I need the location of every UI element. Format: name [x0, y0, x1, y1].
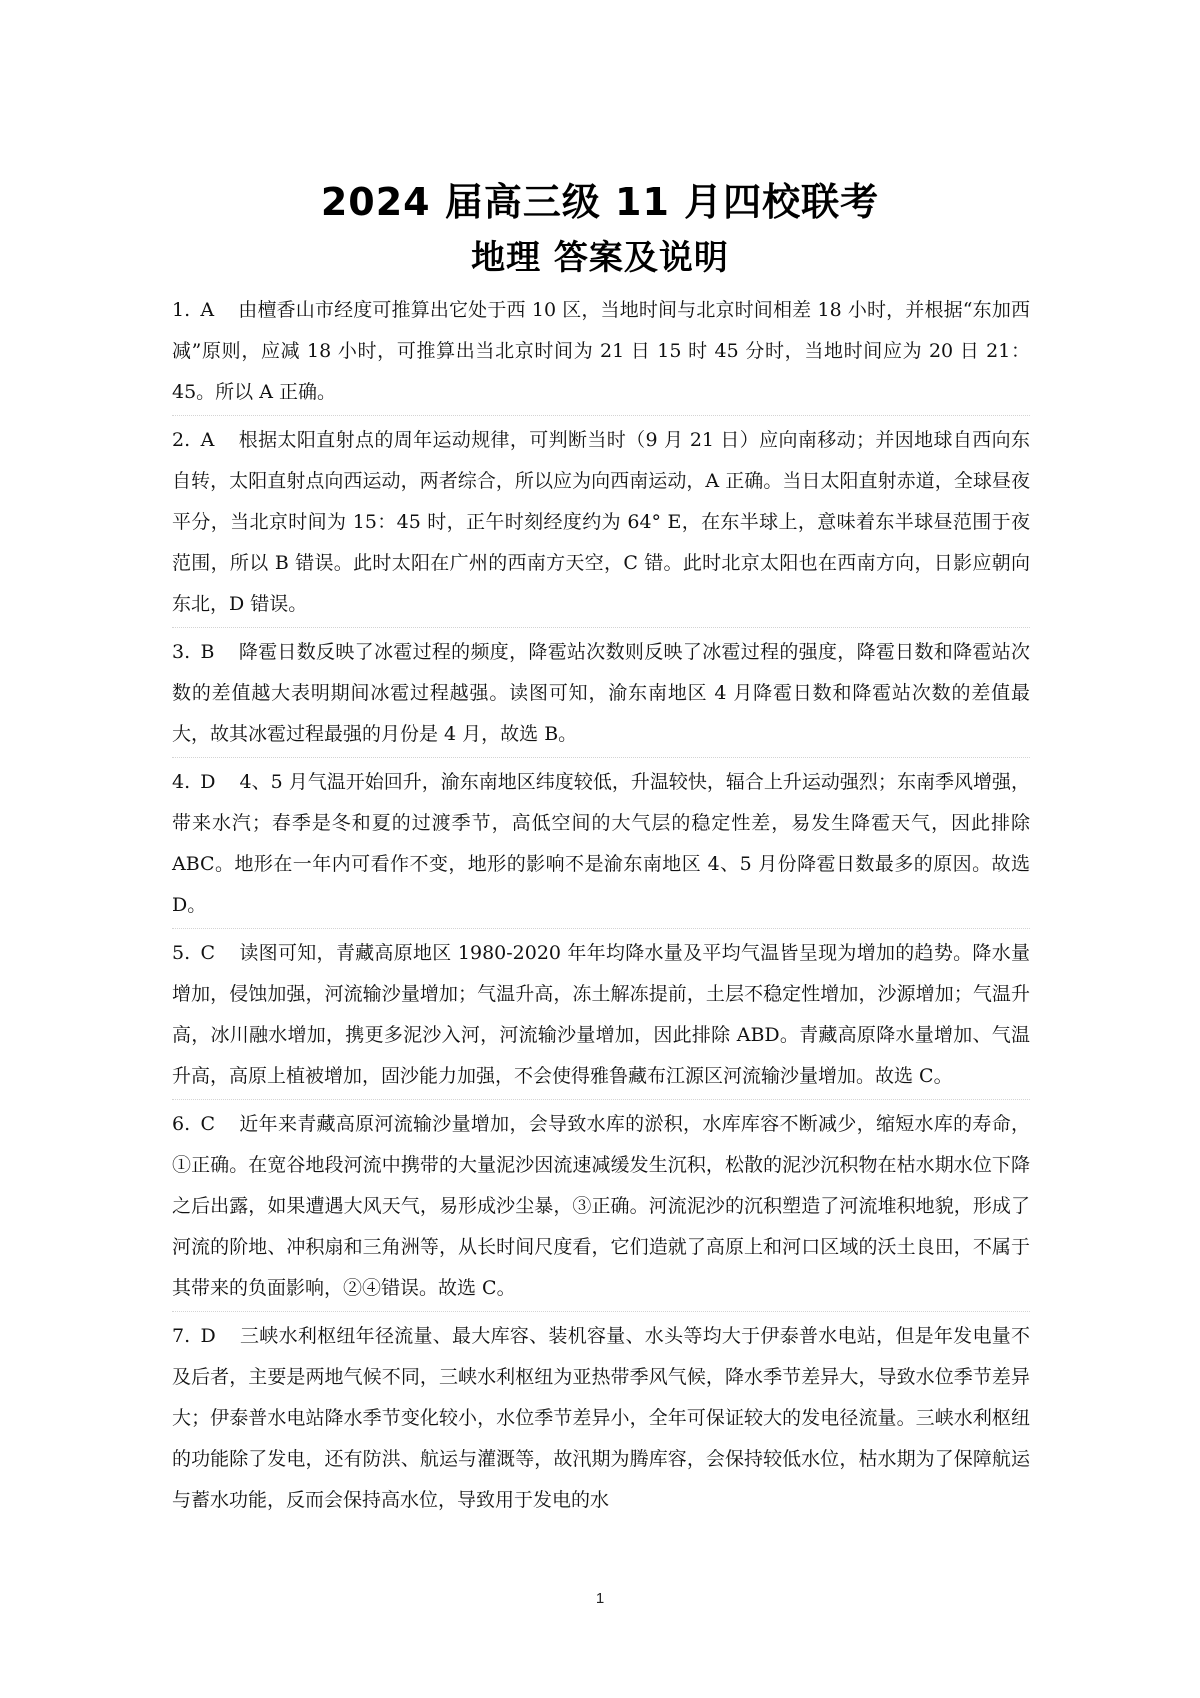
page-number: 1	[595, 1590, 605, 1607]
answer-explanation: 近年来青藏高原河流输沙量增加，会导致水库的淤积，水库库容不断减少，缩短水库的寿命，①正确。在宽谷地段河流中携带的大量泥沙因流速减缓发生沉积，松散的泥沙沉积物在枯水期水位下降之后出露，如果遭遇大风天气，易形成沙尘暴，③正确。河流泥沙的沉积塑造了河流堆积地貌，形成了河流的阶地、冲积扇和三角洲等，从长时间尺度看，它们造就了高原上和河口区域的沃土良田，不属于其带来的负面影响，②④错误。故选 C。	[172, 1113, 1030, 1299]
answer-explanation: 根据太阳直射点的周年运动规律，可判断当时（9 月 21 日）应向南移动；并因地球自西向东自转，太阳直射点向西运动，两者综合，所以应为向西南运动，A 正确。当日太阳直射赤道，全球昼夜平分，当北京时间为 15：45 时，正午时刻经度约为 64° E，在东半球上，意味着东半球昼范围于夜范围，所以 B 错误。此时太阳在广州的西南方天空，C 错。此时北京太阳也在西南方向，日影应朝向东北，D 错误。	[172, 429, 1031, 615]
answer-item-6	[172, 1104, 1030, 1312]
answer-key: C	[200, 1113, 216, 1135]
answer-number: 4.	[172, 771, 191, 793]
answer-key: B	[200, 641, 215, 663]
answer-number: 2.	[172, 429, 191, 451]
answer-key: A	[200, 299, 215, 321]
answer-number: 7.	[172, 1325, 191, 1347]
answer-explanation: 由檀香山市经度可推算出它处于西 10 区，当地时间与北京时间相差 18 小时，并根据“东加西减”原则，应减 18 小时，可推算出当北京时间为 21 日 15 时 45 分时，当地时间应为 20 日 21：45。所以 A 正确。	[172, 299, 1030, 403]
answer-key: C	[200, 942, 216, 964]
answer-list	[172, 290, 1030, 1527]
answer-number: 3.	[172, 641, 191, 663]
answer-item-2	[172, 420, 1030, 628]
answer-key: A	[200, 429, 215, 451]
answer-item-7	[172, 1316, 1030, 1523]
answer-item-3	[172, 632, 1030, 758]
page-title: 2024 届高三级 11 月四校联考	[320, 180, 880, 224]
answer-explanation: 三峡水利枢纽年径流量、最大库容、装机容量、水头等均大于伊泰普水电站，但是年发电量不及后者，主要是两地气候不同，三峡水利枢纽为亚热带季风气候，降水季节差异大，导致水位季节差异大；伊泰普水电站降水季节变化较小，水位季节差异小，全年可保证较大的发电径流量。三峡水利枢纽的功能除了发电，还有防洪、航运与灌溉等，故汛期为腾库容，会保持较低水位，枯水期为了保障航运与蓄水功能，反而会保持高水位，导致用于发电的水	[172, 1325, 1031, 1511]
answer-number: 1.	[172, 299, 191, 321]
answer-key: D	[200, 771, 216, 793]
answer-item-4	[172, 762, 1030, 929]
answer-item-1	[172, 290, 1030, 416]
answer-explanation: 降雹日数反映了冰雹过程的频度，降雹站次数则反映了冰雹过程的强度，降雹日数和降雹站次数的差值越大表明期间冰雹过程越强。读图可知，渝东南地区 4 月降雹日数和降雹站次数的差值最大，故其冰雹过程最强的月份是 4 月，故选 B。	[172, 641, 1031, 745]
answer-number: 6.	[172, 1113, 191, 1135]
answer-number: 5.	[172, 942, 191, 964]
answer-explanation: 读图可知，青藏高原地区 1980-2020 年年均降水量及平均气温皆呈现为增加的趋势。降水量增加，侵蚀加强，河流输沙量增加；气温升高，冻土解冻提前，土层不稳定性增加，沙源增加；气温升高，冰川融水增加，携更多泥沙入河，河流输沙量增加，因此排除 ABD。青藏高原降水量增加、气温升高，高原上植被增加，固沙能力加强，不会使得雅鲁藏布江源区河流输沙量增加。故选 C。	[172, 942, 1031, 1087]
page-subtitle: 地理 答案及说明	[471, 238, 729, 278]
answer-item-5	[172, 933, 1030, 1100]
answer-key: D	[200, 1325, 216, 1347]
answer-explanation: 4、5 月气温开始回升，渝东南地区纬度较低，升温较快，辐合上升运动强烈；东南季风增强，带来水汽；春季是冬和夏的过渡季节，高低空间的大气层的稳定性差，易发生降雹天气，因此排除 ABC。地形在一年内可看作不变，地形的影响不是渝东南地区 4、5 月份降雹日数最多的原因。故选 D。	[172, 771, 1030, 916]
